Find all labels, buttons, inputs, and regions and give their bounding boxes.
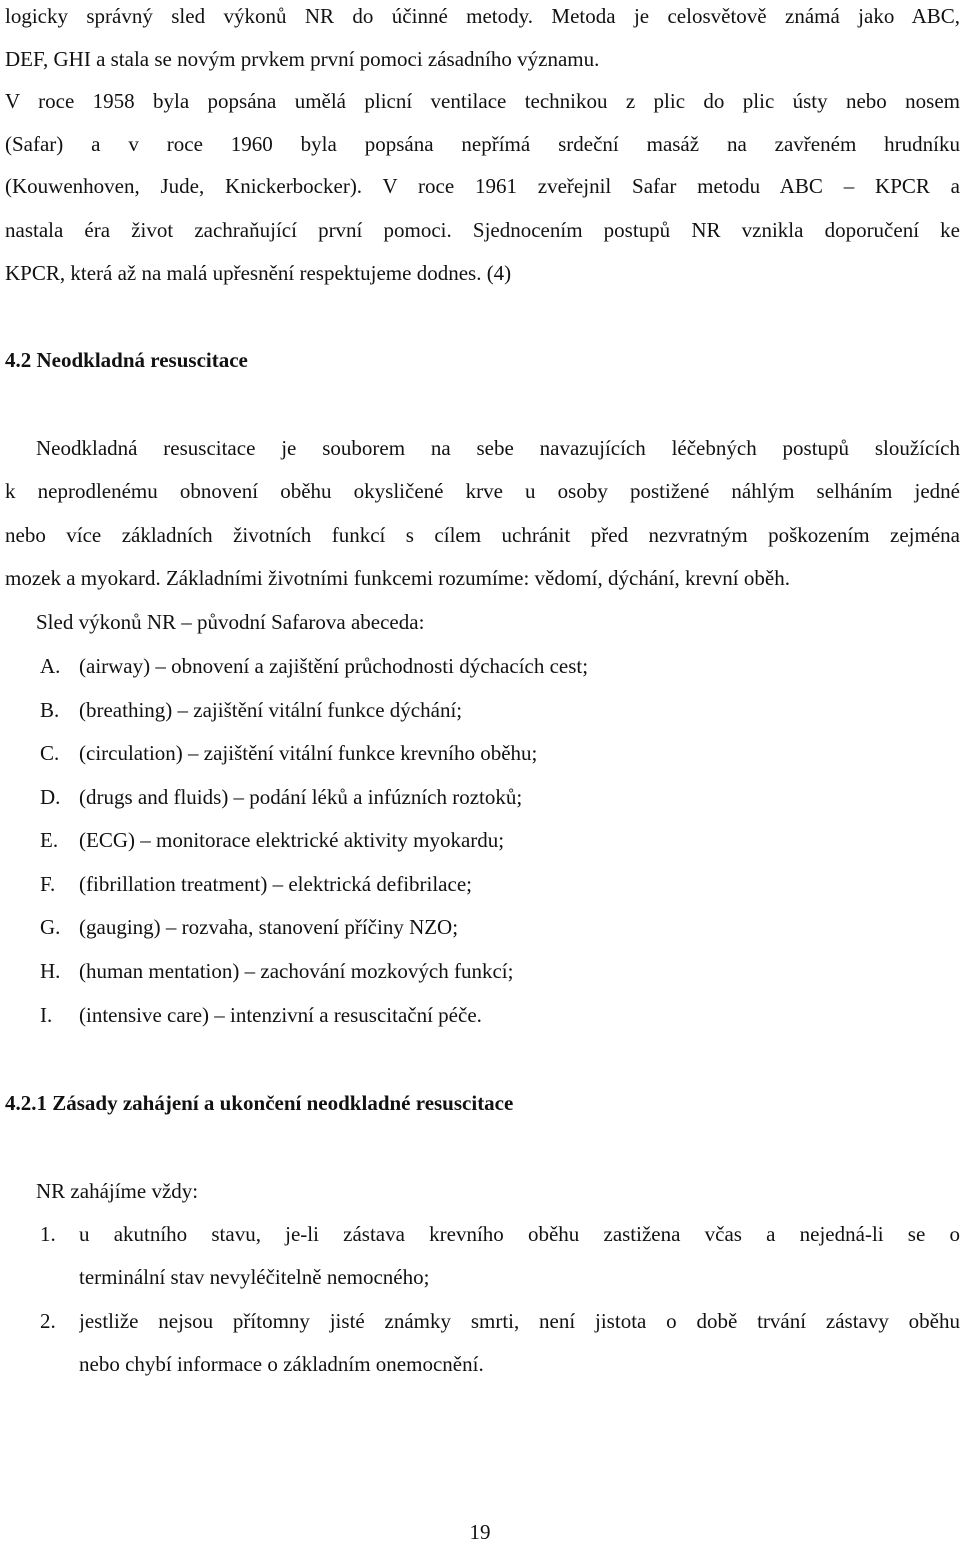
- list-marker: H.: [40, 959, 61, 983]
- section-line: nebo více základních životních funkcí s cílem uchránit před nezvratným poškozením zejména: [5, 523, 960, 547]
- intro-line: (Safar) a v roce 1960 byla popsána nepřímá srdeční masáž na zavřeném hrudníku: [5, 132, 960, 156]
- section-line: k neprodlenému obnovení oběhu okysličené krve u osoby postižené náhlým selháním jedné: [5, 479, 960, 503]
- intro-line: KPCR, která až na malá upřesnění respektujeme dodnes. (4): [5, 261, 512, 285]
- list-item-text: (drugs and fluids) – podání léků a infúzních roztoků;: [79, 785, 523, 809]
- intro-line: (Kouwenhoven, Jude, Knickerbocker). V roce 1961 zveřejnil Safar metodu ABC – KPCR a: [5, 174, 960, 198]
- list-item-text: (breathing) – zajištění vitální funkce dýchání;: [79, 698, 463, 722]
- start-intro: NR zahájíme vždy:: [36, 1179, 199, 1203]
- list-item-text: (ECG) – monitorace elektrické aktivity myokardu;: [79, 828, 505, 852]
- list-marker: B.: [40, 698, 60, 722]
- section-line: mozek a myokard. Základními životními funkcemi rozumíme: vědomí, dýchání, krevní oběh.: [5, 566, 790, 590]
- subsection-heading: 4.2.1 Zásady zahájení a ukončení neodkladné resuscitace: [5, 1091, 514, 1115]
- intro-line: DEF, GHI a stala se novým prvkem první pomoci zásadního významu.: [5, 47, 600, 71]
- list-marker: D.: [40, 785, 61, 809]
- list-marker: A.: [40, 654, 61, 678]
- list-item-text: u akutního stavu, je-li zástava krevního oběhu zastižena včas a nejedná-li se o: [79, 1222, 960, 1246]
- list-item-text: (human mentation) – zachování mozkových funkcí;: [79, 959, 514, 983]
- list-marker: 1.: [40, 1222, 56, 1246]
- list-item-text: (circulation) – zajištění vitální funkce krevního oběhu;: [79, 741, 538, 765]
- intro-line: V roce 1958 byla popsána umělá plicní ventilace technikou z plic do plic ústy nebo nosem: [5, 89, 960, 113]
- section-heading: 4.2 Neodkladná resuscitace: [5, 348, 248, 372]
- list-item-text: (airway) – obnovení a zajištění průchodnosti dýchacích cest;: [79, 654, 589, 678]
- list-marker: G.: [40, 915, 61, 939]
- list-marker: E.: [40, 828, 59, 852]
- intro-line: logicky správný sled výkonů NR do účinné metody. Metoda je celosvětově známá jako ABC,: [5, 4, 960, 28]
- intro-line: nastala éra život zachraňující první pomoci. Sjednocením postupů NR vznikla doporučení ke: [5, 218, 960, 242]
- list-item-text: (fibrillation treatment) – elektrická defibrilace;: [79, 872, 472, 896]
- list-item-text: terminální stav nevyléčitelně nemocného;: [79, 1265, 430, 1289]
- page-number: 19: [469, 1520, 491, 1544]
- list-marker: C.: [40, 741, 60, 765]
- list-item-text: jestliže nejsou přítomny jisté známky smrti, není jistota o době trvání zástavy oběhu: [79, 1309, 960, 1333]
- list-marker: 2.: [40, 1309, 56, 1333]
- sequence-intro: Sled výkonů NR – původní Safarova abeceda:: [36, 610, 425, 634]
- list-marker: I.: [40, 1003, 53, 1027]
- list-item-text: nebo chybí informace o základním onemocnění.: [79, 1352, 484, 1376]
- section-line: Neodkladná resuscitace je souborem na sebe navazujících léčebných postupů sloužících: [36, 436, 960, 460]
- list-item-text: (intensive care) – intenzivní a resuscitační péče.: [79, 1003, 482, 1027]
- list-marker: F.: [40, 872, 56, 896]
- list-item-text: (gauging) – rozvaha, stanovení příčiny NZO;: [79, 915, 459, 939]
